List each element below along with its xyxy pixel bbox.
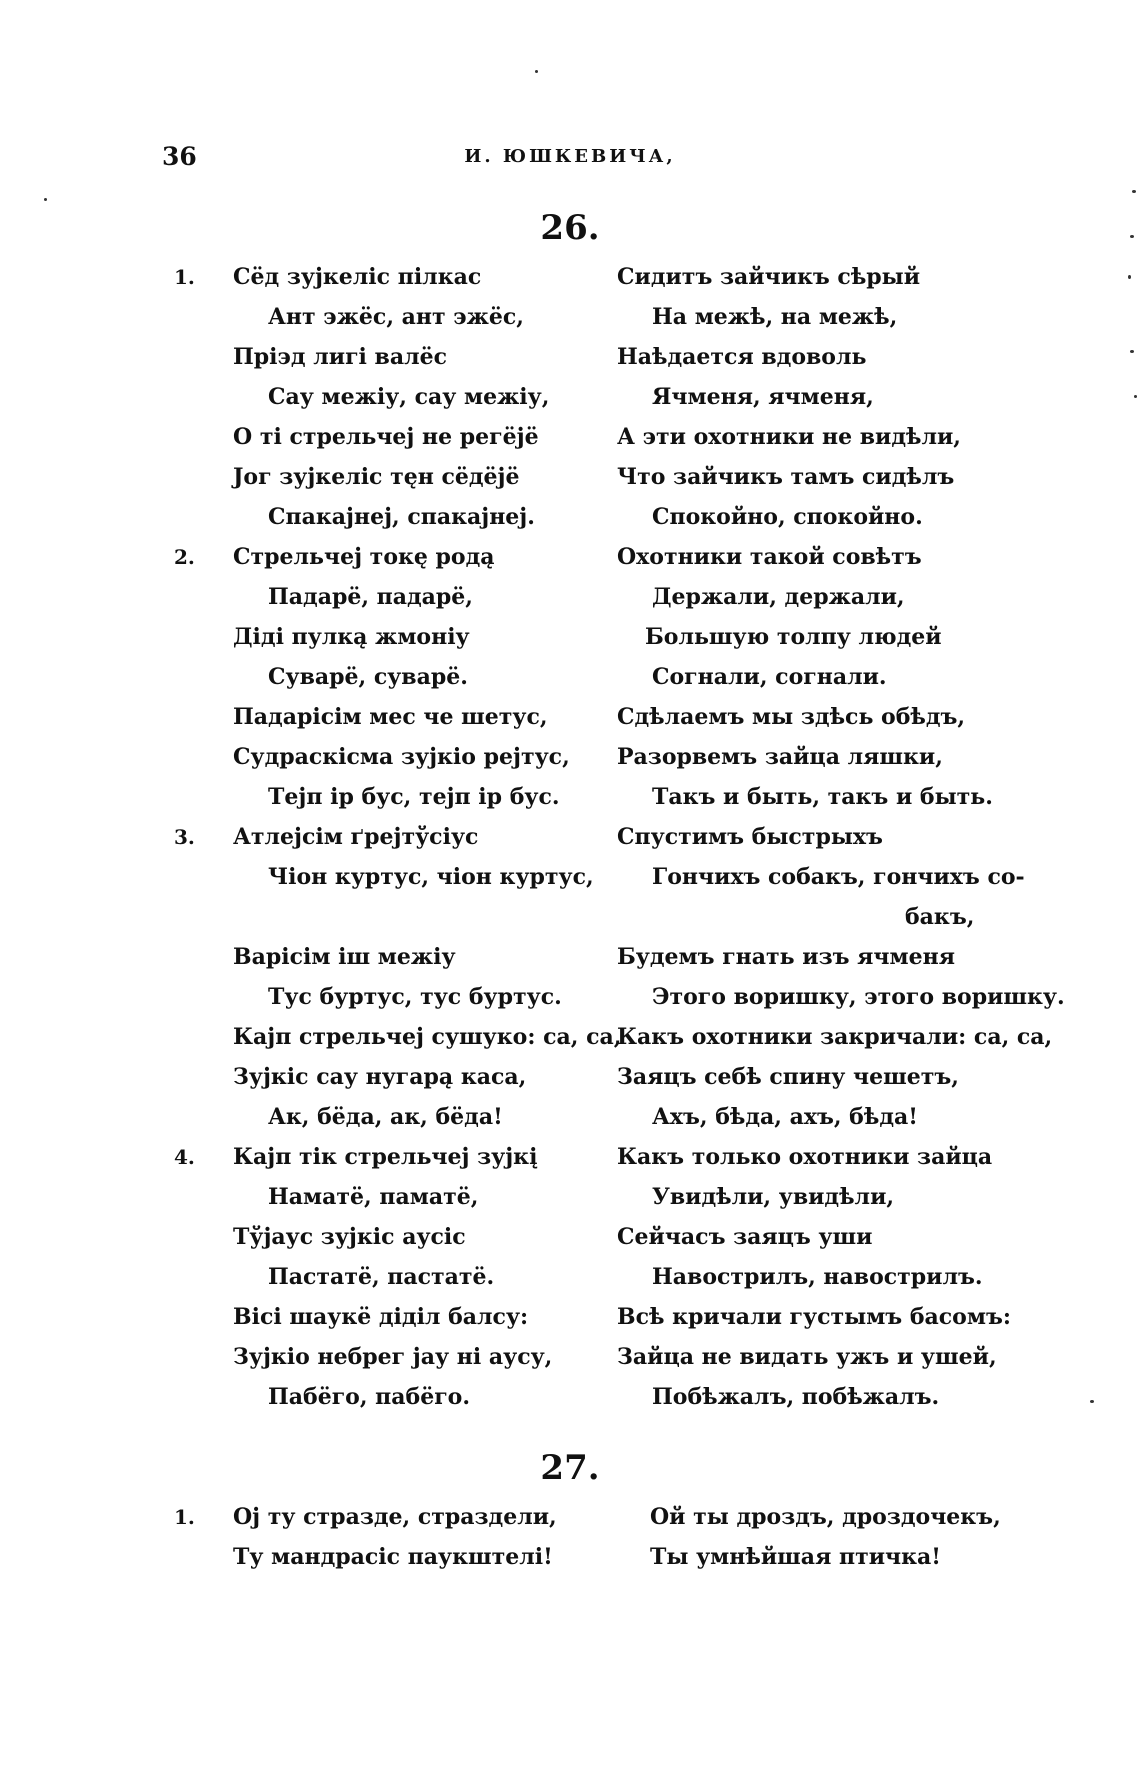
latgalian-line: Вісі шаукё діділ балсу: [233,1304,529,1330]
verse-number: 1. [174,265,195,289]
russian-line: Всѣ кричали густымъ басомъ: [617,1304,1011,1330]
latgalian-line: Кајп стрельчеј сушуко: са, са, [233,1024,622,1050]
scan-speck [1132,190,1136,193]
latgalian-line: Ој ту стразде, страздели, [233,1504,557,1530]
latgalian-line: Падарё, падарё, [268,584,473,610]
russian-line: Спокойно, спокойно. [652,504,923,530]
russian-line: Какъ только охотники зайца [617,1144,993,1170]
latgalian-line: Чіон куртус, чіон куртус, [268,864,594,890]
latgalian-line: Наматё, паматё, [268,1184,479,1210]
latgalian-line: Зујкіо небрег јау ні аусу, [233,1344,553,1370]
russian-line: Навострилъ, навострилъ. [652,1264,983,1290]
russian-line: Ты умнѣйшая птичка! [650,1544,941,1570]
latgalian-line: Зујкіс сау нугарą каса, [233,1064,527,1090]
russian-line: Такъ и быть, такъ и быть. [652,784,993,810]
russian-line: Охотники такой совѣтъ [617,544,922,570]
latgalian-line: Јог зујкеліс тęн сёдёјё [233,464,520,490]
russian-line: Большую толпу людей [645,624,942,650]
russian-line: А эти охотники не видѣли, [617,424,961,450]
latgalian-line: Тус буртус, тус буртус. [268,984,562,1010]
verse-number: 3. [174,825,195,849]
russian-line: Зайца не видать ужъ и ушей, [617,1344,997,1370]
song-number-26: 26. [540,208,600,248]
russian-line: Сдѣлаемъ мы здѣсь обѣдъ, [617,704,966,730]
russian-line: Наѣдается вдоволь [617,344,867,370]
latgalian-line: Сау межіу, сау межіу, [268,384,550,410]
russian-line: Ой ты дроздъ, дроздочекъ, [650,1504,1001,1530]
russian-line: бакъ, [905,904,975,930]
latgalian-line: Спакајнеј, спакајнеј. [268,504,535,530]
latgalian-line: Ак, бёда, ак, бёда! [268,1104,503,1130]
russian-line: Этого воришку, этого воришку. [652,984,1065,1010]
scan-speck [1128,275,1131,279]
latgalian-line: Тўјаус зујкіс аусіс [233,1224,466,1250]
latgalian-line: О ті стрельчеј не регёјё [233,424,539,450]
scan-speck [44,198,47,201]
page-number: 36 [162,142,197,171]
latgalian-line: Ту мандрасіс паукштелі! [233,1544,553,1570]
scan-speck [535,70,538,73]
russian-line: Разорвемъ зайца ляшки, [617,744,943,770]
latgalian-line: Суварё, суварё. [268,664,468,690]
russian-line: Ячменя, ячменя, [652,384,874,410]
latgalian-line: Пріэд лигі валёс [233,344,448,370]
scan-speck [1134,395,1137,398]
latgalian-line: Падарісім мес че шетус, [233,704,548,730]
russian-line: Что зайчикъ тамъ сидѣлъ [617,464,955,490]
russian-line: Побѣжалъ, побѣжалъ. [652,1384,940,1410]
latgalian-line: Діді пулкą жмоніу [233,624,470,650]
scan-speck [1130,235,1134,238]
latgalian-line: Тејп ір бус, тејп ір бус. [268,784,560,810]
russian-line: Гончихъ собакъ, гончихъ со- [652,864,1025,890]
russian-line: Держали, держали, [652,584,905,610]
russian-line: Спустимъ быстрыхъ [617,824,883,850]
latgalian-line: Ант эжёс, ант эжёс, [268,304,524,330]
russian-line: Ахъ, бѣда, ахъ, бѣда! [652,1104,918,1130]
russian-line: Будемъ гнать изъ ячменя [617,944,955,970]
verse-number: 1. [174,1505,195,1529]
page-header [0,142,1140,182]
verse-number: 4. [174,1145,195,1169]
latgalian-line: Пастатё, пастатё. [268,1264,495,1290]
latgalian-line: Атлејсім ґрејтўсіус [233,824,479,850]
russian-line: Какъ охотники закричали: са, са, [617,1024,1053,1050]
running-head: И. ЮШКЕВИЧА, [464,146,676,167]
verse-number: 2. [174,545,195,569]
scan-speck [1130,350,1134,353]
russian-line: На межѣ, на межѣ, [652,304,898,330]
latgalian-line: Сёд зујкеліс пілкас [233,264,482,290]
scan-speck [1090,1400,1094,1403]
russian-line: Увидѣли, увидѣли, [652,1184,895,1210]
song-number-27: 27. [540,1448,600,1488]
latgalian-line: Варісім іш межіу [233,944,456,970]
russian-line: Согнали, согнали. [652,664,887,690]
latgalian-line: Стрельчеј токę родą [233,544,495,570]
latgalian-line: Пабёго, пабёго. [268,1384,471,1410]
russian-line: Заяцъ себѣ спину чешетъ, [617,1064,959,1090]
latgalian-line: Судраскісма зујкіо рејтус, [233,744,570,770]
russian-line: Сейчасъ заяцъ уши [617,1224,873,1250]
russian-line: Сидитъ зайчикъ сѣрый [617,264,921,290]
latgalian-line: Кајп тік стрельчеј зујкį [233,1144,538,1170]
